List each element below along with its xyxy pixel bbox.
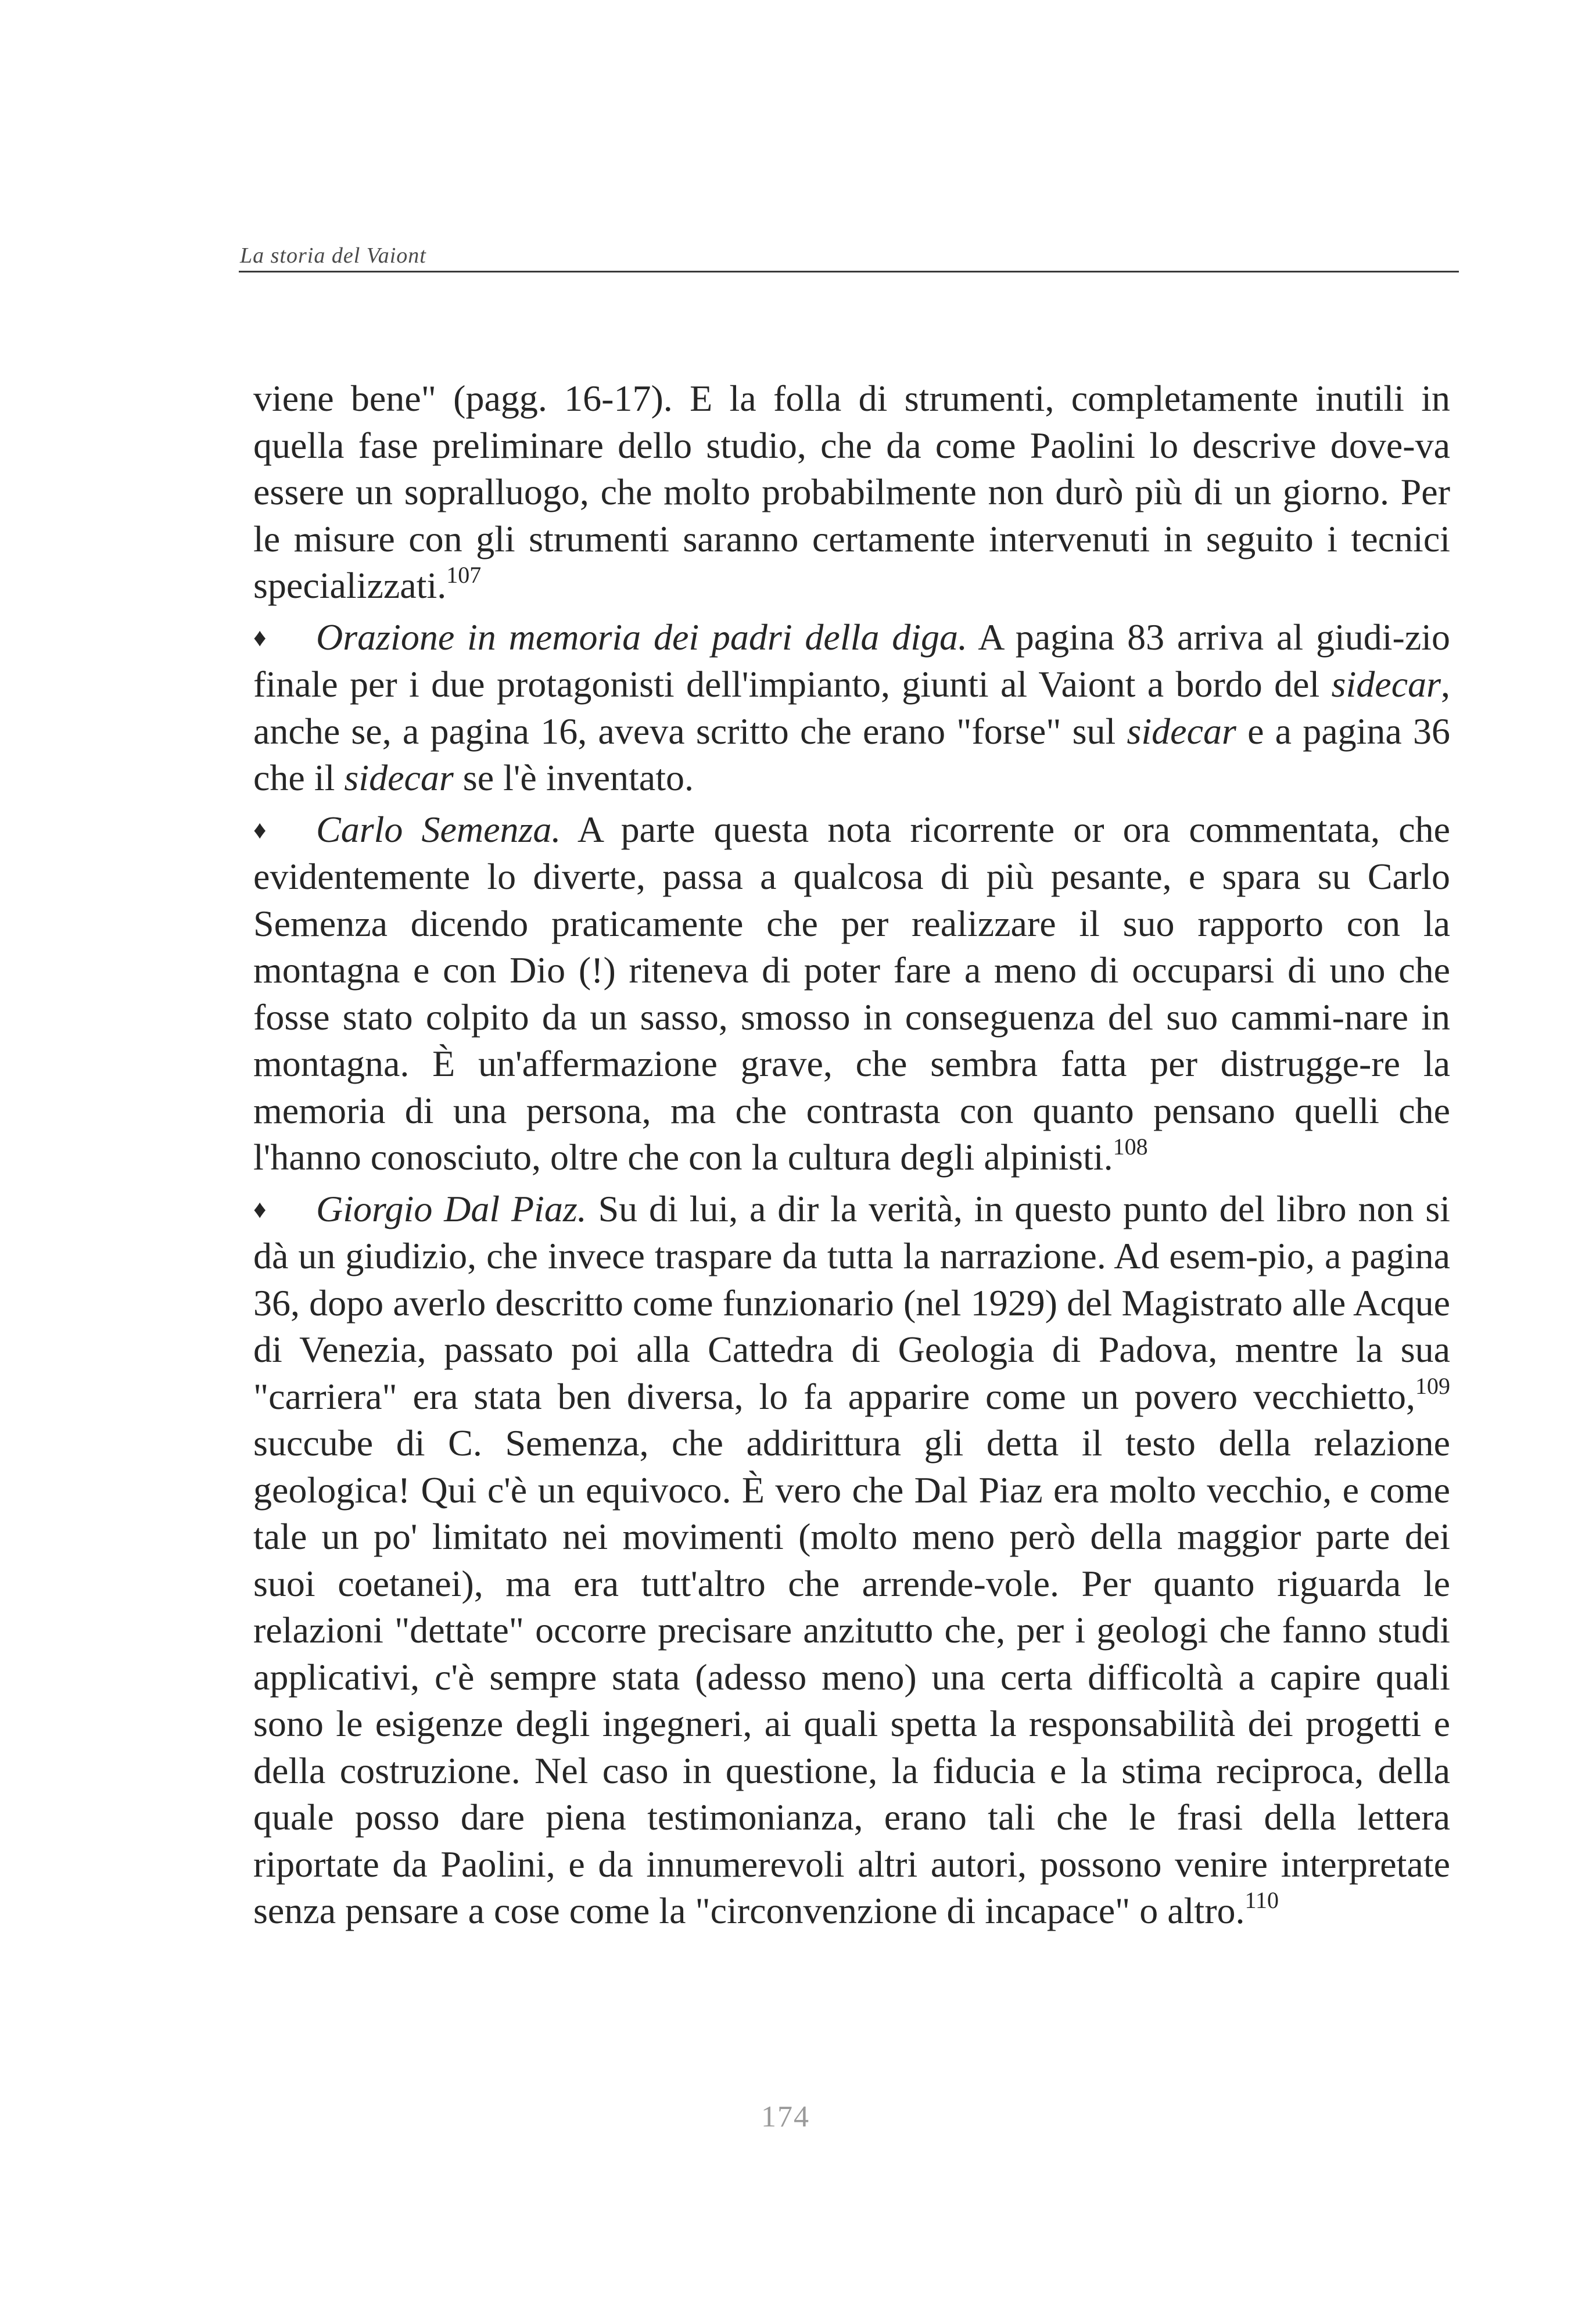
diamond-bullet-icon: ♦ xyxy=(253,815,267,844)
diamond-bullet-icon: ♦ xyxy=(253,1195,267,1224)
italic-term: sidecar xyxy=(344,757,454,798)
footnote-ref: 108 xyxy=(1113,1134,1148,1160)
entry-title: Giorgio Dal Piaz. xyxy=(316,1188,587,1229)
entry-title: Carlo Semenza. xyxy=(316,808,561,850)
body-text xyxy=(253,375,1450,1939)
footnote-ref: 109 xyxy=(1415,1372,1450,1399)
entry-text: se l'è inventato. xyxy=(453,757,694,798)
page-number: 174 xyxy=(761,2100,810,2133)
footnote-ref: 110 xyxy=(1244,1887,1279,1913)
entry-text: A pagina 83 arriva al giudi-zio finale per i due protagonisti dell'impianto, giunti al Vaiont a bordo del xyxy=(253,616,1450,705)
entry-text: A parte questa nota ricorrente or ora commentata, che evidentemente lo diverte, passa a qualcosa di più pesante, e spara su Carlo Semenza dicendo praticamente che per realizzare il suo rapporto con la montagna e con Dio (!) riteneva di poter fare a meno di occuparsi di uno che fosse stato colpito da un sasso, smosso in conseguenza del suo cammi-nare in montagna. È un'affermazione grave, che sembra fatta per distrugge-re la memoria di una persona, ma che contrasta con quanto pensano quelli che l'hanno conosciuto, oltre che con la cultura degli alpinisti. xyxy=(253,808,1450,1178)
entry-text: , anche se, a pagina 16, aveva scritto che erano "forse" sul xyxy=(253,664,1450,752)
entry-dal-piaz xyxy=(253,1186,1450,1935)
paragraph-text: viene bene" (pagg. 16-17). E la folla di strumenti, completamente inutili in quella fase preliminare dello studio, che da come Paolini lo descrive dove-va essere un sopralluogo, che molto probabilmente non durò più di un giorno. Per le misure con gli strumenti saranno certamente intervenuti in seguito i tecnici specializzati. xyxy=(253,378,1450,606)
entry-text: succube di C. Semenza, che addirittura gli detta il testo della relazione geologica! Qui c'è un equivoco. È vero che Dal Piaz era molto vecchio, e come tale un po' limitato nei movimenti (molto meno però della maggior parte dei suoi coetanei), ma era tutt'altro che arrende-vole. Per quanto riguarda le relazioni "dettate" occorre precisare anzitutto che, per i geologi che fanno studi applicativi, c'è sempre stata (adesso meno) una certa difficoltà a capire quali sono le esigenze degli ingegneri, ai quali spetta la responsabilità dei progetti e della costruzione. Nel caso in questione, la fiducia e la stima reciproca, della quale posso dare piena testimonianza, erano tali che le frasi della lettera riportate da Paolini, e da innumerevoli altri autori, possono venire interpretate senza pensare a cose come la "circonvenzione di incapace" o altro. xyxy=(253,1422,1450,1931)
running-head-title: La storia del Vaiont xyxy=(240,243,426,268)
diamond-bullet-icon: ♦ xyxy=(253,623,267,652)
footnote-ref: 107 xyxy=(446,562,482,588)
header-rule xyxy=(239,271,1459,272)
italic-term: sidecar xyxy=(1127,710,1236,752)
entry-orazione xyxy=(253,614,1450,802)
italic-term: sidecar xyxy=(1331,664,1441,705)
paragraph-continuation xyxy=(253,375,1450,609)
entry-text: Su di lui, a dir la verità, in questo punto del libro non si dà un giudizio, che invece traspare da tutta la narrazione. Ad esem-pio, a pagina 36, dopo averlo descritto come funzionario (nel 1929) del Magistrato alle Acque di Venezia, passato poi alla Cattedra di Geologia di Padova, mentre la sua "carriera" era stata ben diversa, lo fa apparire come un povero vecchietto, xyxy=(253,1188,1451,1417)
entry-semenza xyxy=(253,806,1450,1181)
entry-text: e a pagina 36 che il xyxy=(253,710,1451,798)
entry-title: Orazione in memoria dei padri della diga. xyxy=(316,616,967,658)
